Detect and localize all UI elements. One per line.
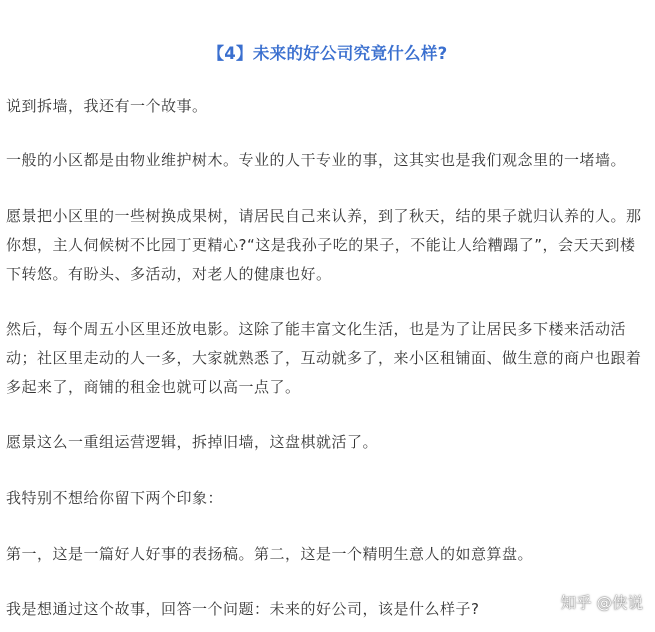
- paragraph-3: [6, 202, 649, 289]
- paragraph-line: 你想，主人伺候树不比园丁更精心?“这是我孙子吃的果子，不能让人给糟蹋了”，会天天到楼: [6, 236, 636, 254]
- section-heading: 【4】未来的好公司究竟什么样?: [207, 44, 448, 63]
- paragraph-line: 愿景这么一重组运营逻辑，拆掉旧墙，这盘棋就活了。: [6, 433, 379, 451]
- paragraph-line: 然后，每个周五小区里还放电影。这除了能丰富文化生活，也是为了让居民多下楼来活动活: [6, 320, 627, 338]
- paragraph-7: [6, 540, 649, 569]
- paragraph-line: 我是想通过这个故事，回答一个问题：未来的好公司，该是什么样子?: [6, 600, 480, 618]
- paragraph-6: [6, 484, 649, 513]
- paragraph-line: 动；社区里走动的人一多，大家就熟悉了，互动就多了，来小区租铺面、做生意的商户也跟着: [6, 349, 642, 367]
- paragraph-5: [6, 428, 649, 457]
- paragraph-line: 我特别不想给你留下两个印象：: [6, 489, 224, 507]
- paragraph-4: [6, 315, 649, 402]
- paragraph-line: 说到拆墙，我还有一个故事。: [6, 97, 208, 115]
- paragraph-line: 第一，这是一篇好人好事的表扬稿。第二，这是一个精明生意人的如意算盘。: [6, 545, 534, 563]
- paragraph-line: 下转悠。有盼头、多活动，对老人的健康也好。: [6, 265, 332, 283]
- paragraph-1: [6, 92, 649, 121]
- paragraph-8: [6, 595, 649, 624]
- paragraph-line: 一般的小区都是由物业维护树木。专业的人干专业的事，这其实也是我们观念里的一堵墙。: [6, 151, 627, 169]
- zhihu-watermark: 知乎 @侠说: [560, 594, 643, 612]
- paragraph-line: 多起来了，商铺的租金也就可以高一点了。: [6, 378, 301, 396]
- paragraph-2: [6, 146, 649, 175]
- paragraph-line: 愿景把小区里的一些树换成果树，请居民自己来认养，到了秋天，结的果子就归认养的人。那: [6, 207, 642, 225]
